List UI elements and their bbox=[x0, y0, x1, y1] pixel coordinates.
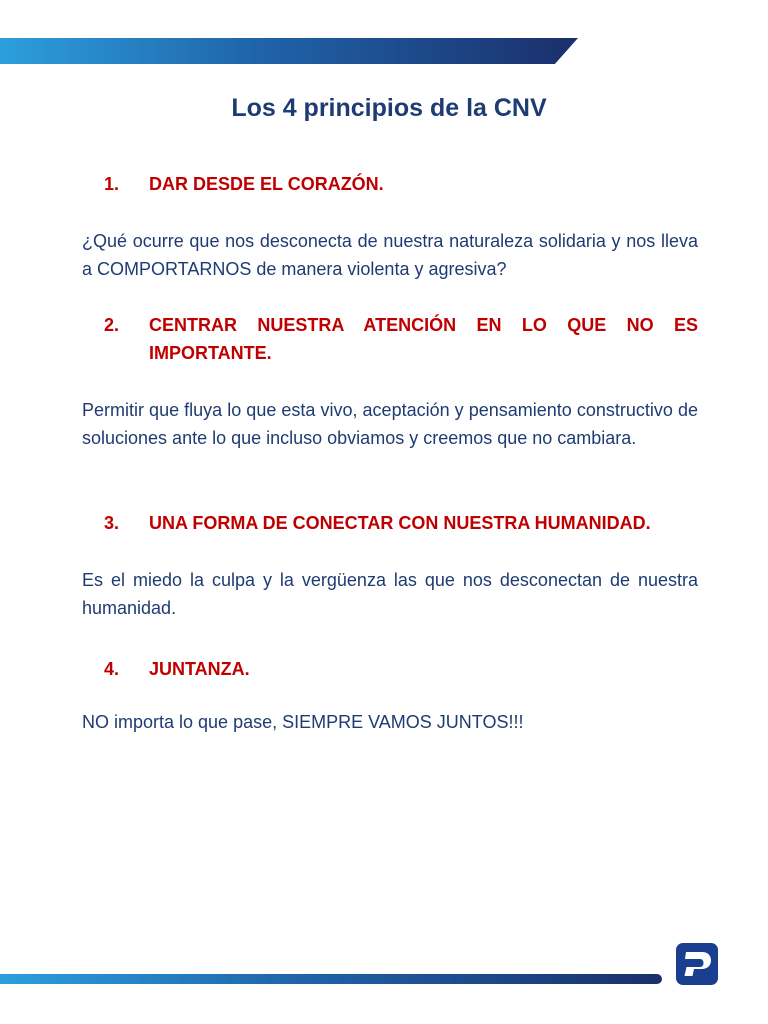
section-heading-1 bbox=[104, 170, 698, 198]
section-title-4: JUNTANZA. bbox=[149, 659, 250, 679]
section-body-3: Es el miedo la culpa y la vergüenza las que nos desconectan de nuestra humanidad. bbox=[82, 570, 698, 618]
header-decorative-band bbox=[0, 38, 578, 64]
section-heading-2 bbox=[104, 311, 698, 367]
section-number-2: 2. bbox=[104, 315, 120, 335]
section-body-1: ¿Qué ocurre que nos desconecta de nuestra naturaleza solidaria y nos lleva a COMPORTARNOS de manera violenta y agresiva? bbox=[82, 231, 698, 279]
section-number-3: 3. bbox=[104, 513, 120, 533]
section-title-2: CENTRAR NUESTRA ATENCIÓN EN LO QUE NO ES IMPORTANTE. bbox=[149, 315, 698, 363]
section-heading-3 bbox=[104, 509, 698, 537]
section-title-1: DAR DESDE EL CORAZÓN. bbox=[149, 174, 384, 194]
footer-decorative-band bbox=[0, 974, 662, 984]
section-heading-4 bbox=[104, 655, 698, 683]
section-number-4: 4. bbox=[104, 659, 120, 679]
section-title-3: UNA FORMA DE CONECTAR CON NUESTRA HUMANIDAD. bbox=[149, 513, 651, 533]
section-body-2: Permitir que fluya lo que esta vivo, aceptación y pensamiento constructivo de soluciones ante lo que incluso obviamos y creemos que no cambiara. bbox=[82, 400, 698, 448]
section-body-4: NO importa lo que pase, SIEMPRE VAMOS JUNTOS!!! bbox=[82, 712, 524, 732]
company-logo-icon bbox=[676, 943, 718, 985]
page-title: Los 4 principios de la CNV bbox=[231, 94, 547, 122]
section-number-1: 1. bbox=[104, 174, 120, 194]
